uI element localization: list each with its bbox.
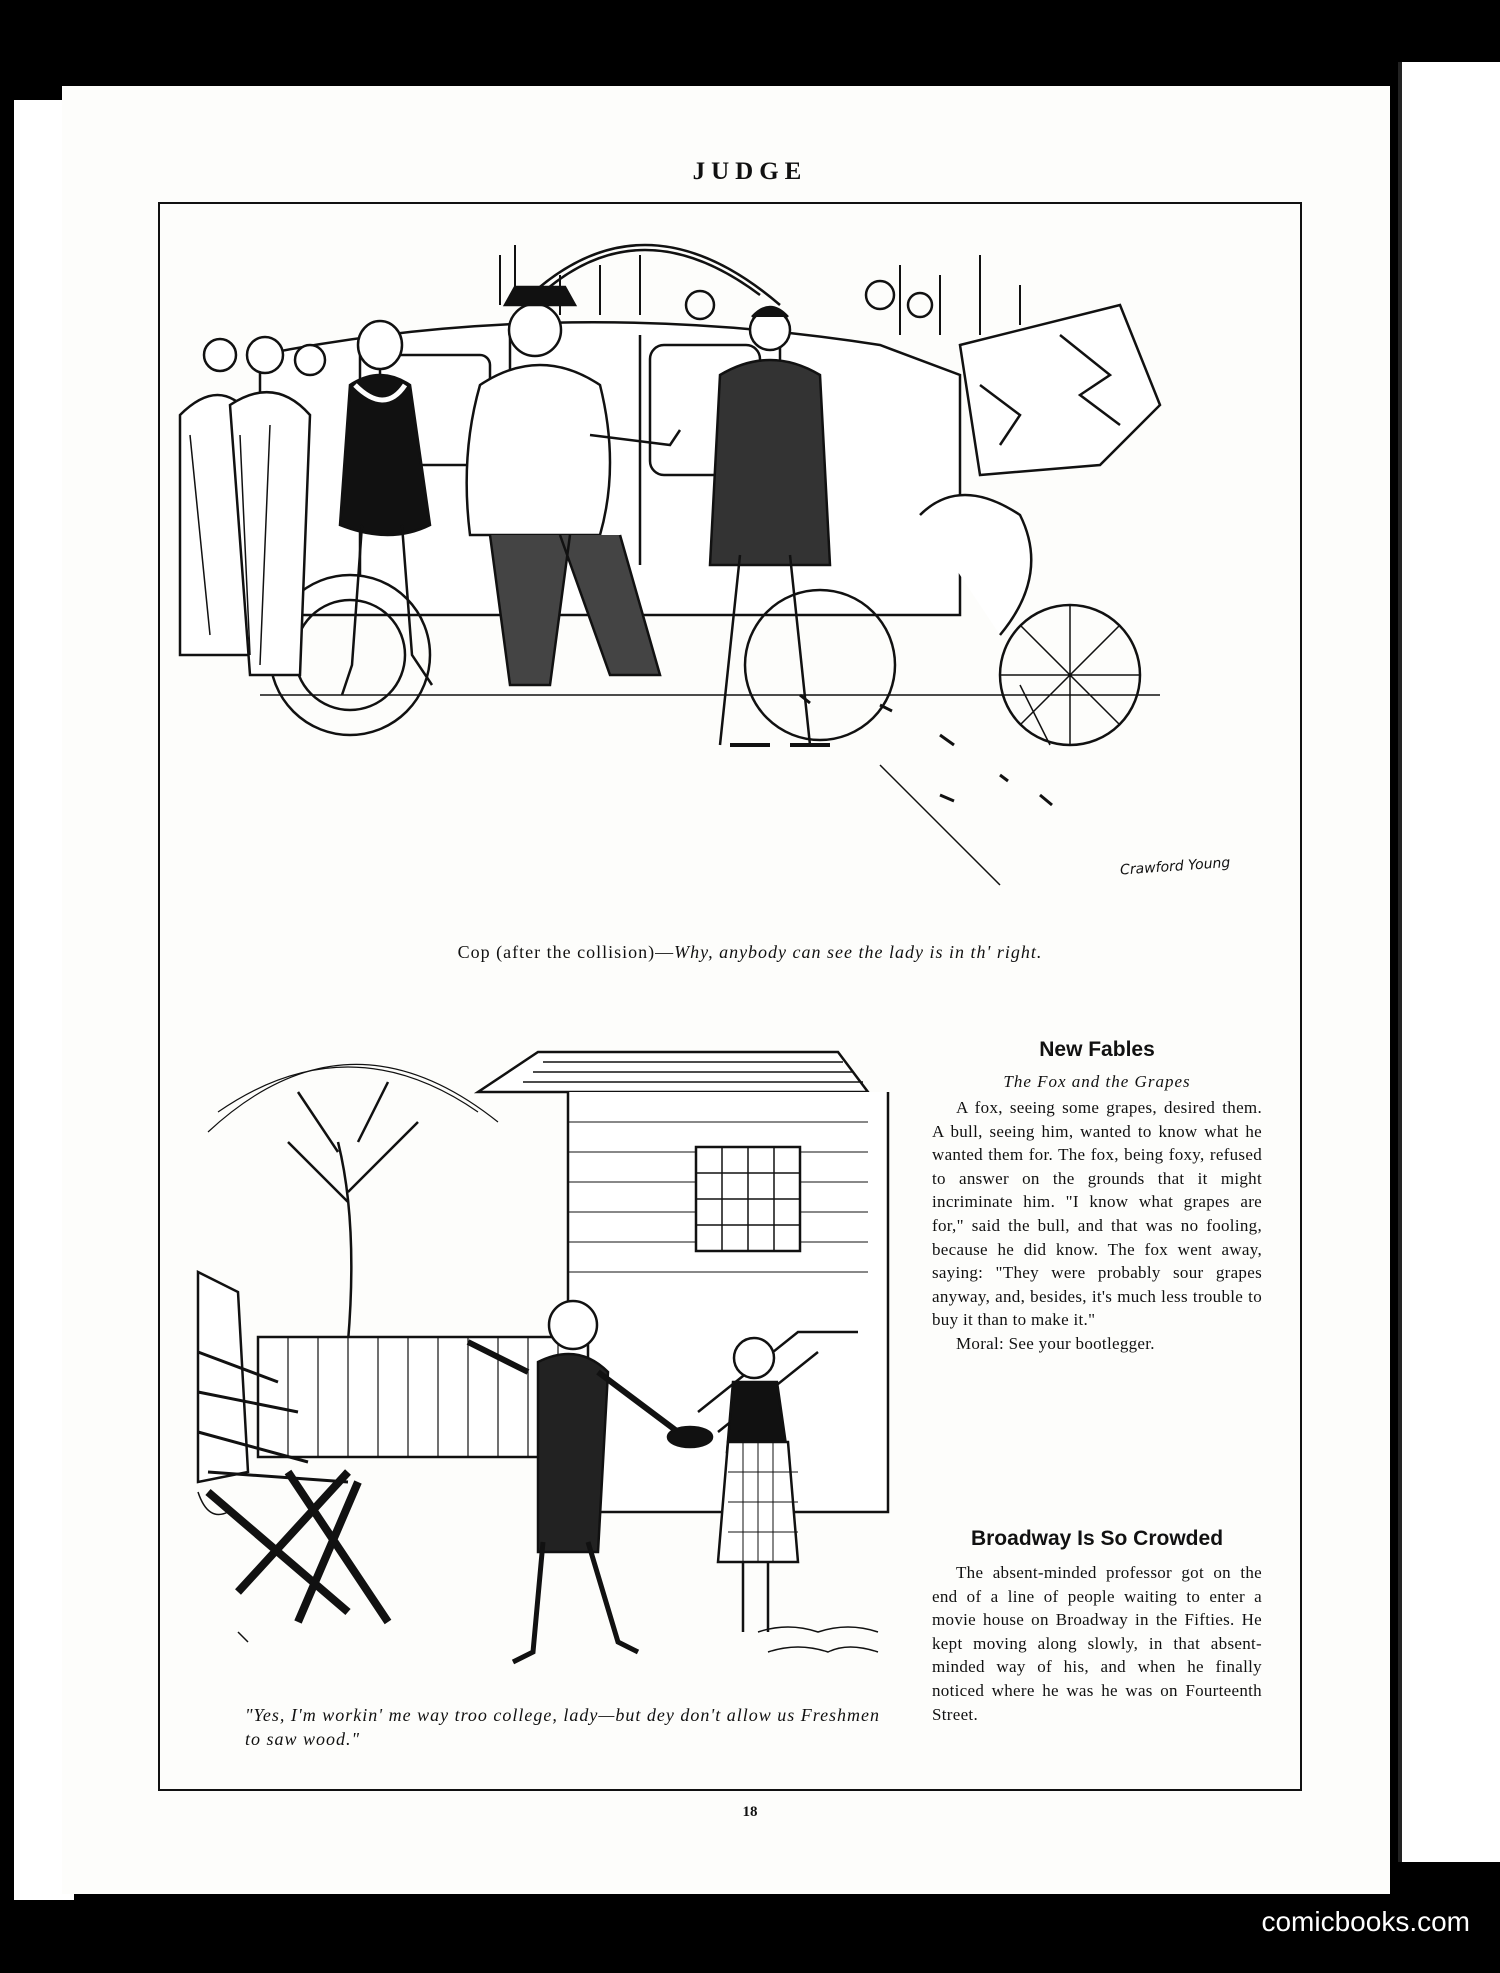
bottom-cartoon-illustration	[198, 1052, 908, 1692]
broadway-body: The absent-minded professor got on the end of a line of people waiting to enter a movie house on Broadway in the Fifties. He kept moving along slowly, in that absent-minded way of his, and when he finally noticed where he was he was on Fourteenth Street.	[932, 1563, 1262, 1724]
top-cartoon-caption	[0, 942, 1500, 963]
new-fables-subheading: The Fox and the Grapes	[1003, 1072, 1191, 1091]
bottom-cartoon-caption: "Yes, I'm workin' me way troo college, lady—but dey don't allow us Freshmen to saw wood."	[245, 1705, 881, 1749]
site-watermark: comicbooks.com	[1261, 1906, 1470, 1937]
new-fables-moral: Moral: See your bootlegger.	[956, 1333, 1155, 1353]
broadway-heading: Broadway Is So Crowded	[970, 1527, 1224, 1550]
caption-speaker: Cop (after the collision)—	[457, 942, 675, 962]
new-fables-heading: New Fables	[1039, 1038, 1155, 1061]
caption-quote: Why, anybody can see the lady is in th' right.	[674, 942, 1043, 962]
new-fables-body: A fox, seeing some grapes, desired them. A bull, seeing him, wanted to know what he wanted them for. The fox, being foxy, refused to answer on the grounds that it might incriminate him. "I know what grapes are for," said the bull, and that was no fooling, because he did know. The fox went away, saying: "They were probably sour grapes anyway, and, besides, it's much less trouble to buy it than to make it."	[932, 1098, 1262, 1330]
magazine-title: JUDGE	[692, 158, 808, 185]
page-number: 18	[742, 1804, 758, 1820]
broadway-article	[932, 1527, 1262, 1726]
top-cartoon-signature: Crawford Young	[1119, 854, 1231, 879]
new-fables-article	[932, 1038, 1262, 1356]
top-cartoon-illustration	[180, 235, 1280, 915]
